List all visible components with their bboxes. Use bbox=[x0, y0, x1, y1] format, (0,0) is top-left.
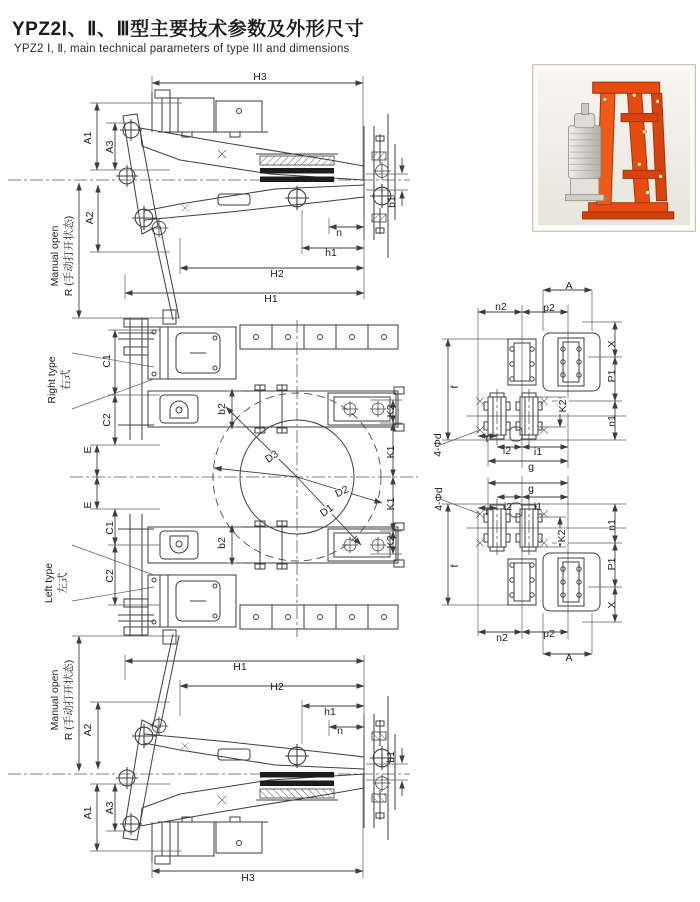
dim-label-g-detail-bottom: g bbox=[528, 482, 534, 495]
dim-label-n2-detail-bottom: n2 bbox=[496, 631, 508, 644]
dim-label-k2-detail-top: K2 bbox=[556, 399, 569, 413]
dim-label-e-plan-bottom: E bbox=[81, 501, 94, 509]
dim-label-a2-bottom: A2 bbox=[81, 723, 94, 737]
dim-label-d3: D3 bbox=[262, 448, 281, 466]
dim-label-g-detail-top: g bbox=[528, 460, 534, 473]
dim-label-f-detail-top: f bbox=[448, 385, 461, 389]
dim-label-i1-detail-top: i1 bbox=[533, 445, 543, 458]
dim-label-k2-plan-2: K2 bbox=[384, 535, 397, 549]
dim-label-x-detail-bottom: X bbox=[605, 601, 618, 609]
dim-label-i2-detail-bottom: i2 bbox=[503, 500, 513, 513]
plan-left-type-half bbox=[72, 514, 404, 636]
dim-label-a2-top: A2 bbox=[83, 211, 96, 225]
mounting-detail-top-drawing bbox=[440, 290, 626, 468]
plan-right-type-half bbox=[72, 318, 404, 440]
manual-open-note-bottom bbox=[48, 660, 76, 741]
dim-label-x-detail-top: X bbox=[605, 340, 618, 348]
dim-label-h1-top: H1 bbox=[264, 292, 278, 305]
dim-label-n-top: n bbox=[336, 226, 342, 239]
left-type-note-zh: 左式 bbox=[57, 572, 69, 594]
dim-label-b1-bottom: b1 bbox=[384, 751, 397, 763]
page-title: YPZ2Ⅰ、Ⅱ、Ⅲ型主要技术参数及外形尺寸 bbox=[12, 19, 365, 40]
dim-label-n1-detail-bottom: n1 bbox=[605, 519, 618, 531]
right-type-note-en: Right type bbox=[45, 356, 58, 404]
dim-label-a-detail-bottom: A bbox=[565, 651, 573, 664]
manual-open-note-bottom-zh: R (手动打开状态) bbox=[63, 659, 75, 741]
dim-label-n-bottom: n bbox=[337, 724, 343, 737]
dim-label-a3-top: A3 bbox=[103, 140, 116, 154]
dim-label-c2-plan-bottom: C2 bbox=[103, 569, 116, 583]
dim-label-t-detail-top: t bbox=[485, 432, 489, 445]
page-subtitle: YPZ2 Ⅰ, Ⅱ, main technical parameters of type III and dimensions bbox=[14, 43, 350, 55]
dim-label-h2-bottom: H2 bbox=[270, 680, 284, 693]
dim-label-h1small-top: h1 bbox=[325, 246, 337, 259]
dim-label-holes-detail-top: 4-Φd bbox=[431, 433, 444, 457]
dim-label-b2-plan-bottom: b2 bbox=[215, 537, 228, 549]
plan-view-drawing bbox=[70, 310, 418, 644]
dim-label-p2-detail-bottom: p2 bbox=[543, 627, 555, 640]
manual-open-note-top-zh: R (手动打开状态) bbox=[63, 215, 75, 297]
dim-label-b1-top: b1 bbox=[385, 196, 398, 208]
left-type-note bbox=[42, 563, 70, 603]
dim-label-a-detail-top: A bbox=[565, 279, 573, 292]
dim-label-a1-top: A1 bbox=[81, 131, 94, 145]
dim-label-h2-top: H2 bbox=[270, 267, 284, 280]
dim-label-p1-detail-top: P1 bbox=[605, 369, 618, 383]
dim-label-p2-detail-top: p2 bbox=[543, 301, 555, 314]
dim-label-n2-detail-top: n2 bbox=[495, 300, 507, 313]
manual-open-note-top-en: Manual open bbox=[48, 225, 61, 287]
dim-label-p1-detail-bottom: P1 bbox=[605, 557, 618, 571]
dim-label-i2-detail-top: i2 bbox=[502, 444, 512, 457]
dim-label-h3-top: H3 bbox=[253, 70, 267, 83]
dim-label-h1small-bottom: h1 bbox=[324, 705, 336, 718]
dim-label-f-detail-bottom: f bbox=[448, 564, 461, 568]
dim-label-d1: D1 bbox=[317, 502, 336, 520]
dim-label-k1-plan-1: K1 bbox=[384, 445, 397, 459]
manual-open-note-bottom-en: Manual open bbox=[48, 669, 61, 731]
dim-label-d2: D2 bbox=[333, 483, 351, 501]
dim-label-c2-plan-top: C2 bbox=[100, 413, 113, 427]
dim-label-a1-bottom: A1 bbox=[81, 806, 94, 820]
dim-label-c1-plan-bottom: C1 bbox=[103, 521, 116, 535]
left-type-note-en: Left type bbox=[42, 562, 55, 604]
dim-label-holes-detail-bottom: 4-Φd bbox=[432, 487, 445, 511]
right-type-note bbox=[45, 356, 73, 403]
dim-label-c1-plan-top: C1 bbox=[100, 354, 113, 368]
dim-label-e-plan-top: E bbox=[81, 446, 94, 454]
dim-label-h1-bottom: H1 bbox=[233, 660, 247, 673]
dim-label-i1-detail-bottom: i1 bbox=[533, 500, 543, 513]
dim-label-h3-bottom: H3 bbox=[241, 871, 255, 884]
dim-label-k2-detail-bottom: K2 bbox=[555, 529, 568, 543]
manual-open-note-top bbox=[48, 216, 76, 297]
dim-label-n1-detail-top: n1 bbox=[605, 415, 618, 427]
dim-label-t-detail-bottom: t bbox=[485, 505, 489, 518]
dim-label-k2-plan-1: K2 bbox=[384, 404, 397, 418]
dim-label-a3-bottom: A3 bbox=[103, 801, 116, 815]
dim-label-b2-plan-top: b2 bbox=[215, 403, 228, 415]
right-type-note-zh: 右式 bbox=[60, 369, 72, 391]
dim-label-k1-plan-2: K1 bbox=[384, 497, 397, 511]
